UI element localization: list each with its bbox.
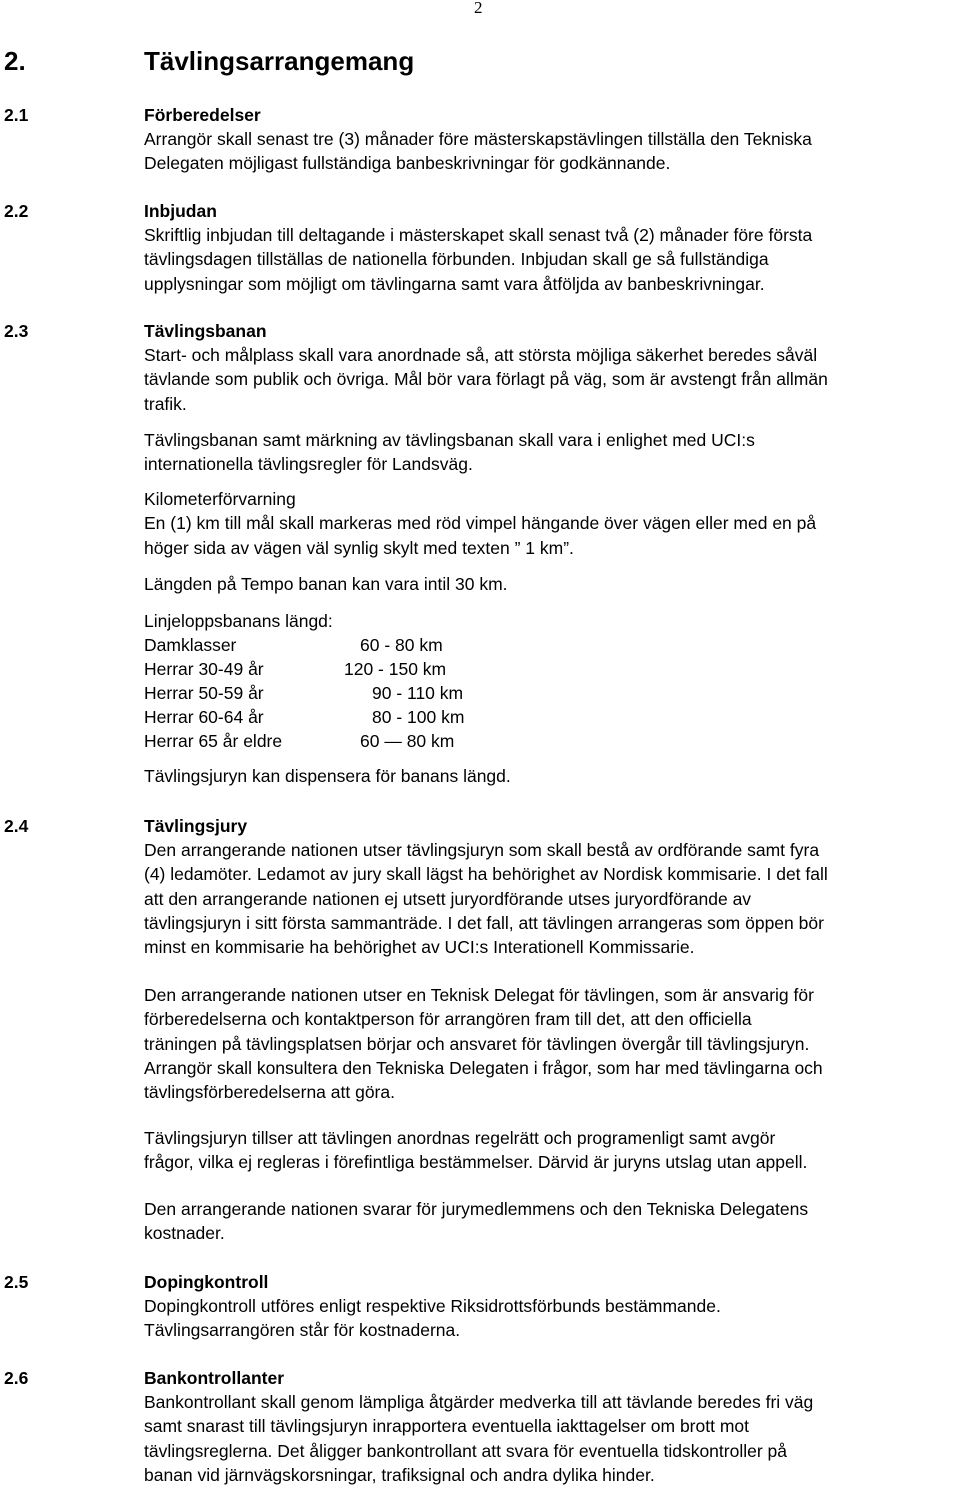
length-category: Herrar 30-49 år [144,659,264,679]
length-distance: 60 - 80 km [360,635,443,655]
section-number: 2.6 [4,1368,29,1388]
length-distance: 60 — 80 km [360,731,455,751]
length-distance: 80 - 100 km [372,707,465,727]
length-distance: 90 - 110 km [372,683,464,703]
length-distance: 120 - 150 km [344,659,447,679]
section-heading: Inbjudan [144,201,217,221]
length-category: Herrar 60-64 år [144,707,264,727]
title-text: Tävlingsarrangemang [144,46,415,76]
length-category: Herrar 65 år eldre [144,731,283,751]
section-number: 2.1 [4,105,29,125]
section-heading: Bankontrollanter [144,1368,285,1388]
page-number: 2 [474,0,483,17]
paragraph: Linjeloppsbanans längd: [144,611,333,631]
section-heading: Förberedelser [144,105,261,125]
paragraph: Tävlingsbanan samt märkning av tävlingsbanan skall vara i enlighet med UCI:s internationella tävlingsregler för Landsväg. [144,430,755,475]
paragraph: Arrangör skall senast tre (3) månader före mästerskapstävlingen tillställa den Tekniska Delegaten möjligast fullständiga banbeskrivningar för godkännande. [144,129,812,174]
section-number: 2.4 [4,816,29,836]
section-heading: Tävlingsjury [144,816,248,836]
length-category: Damklasser [144,635,237,655]
paragraph: Tävlingsjuryn tillser att tävlingen anordnas regelrätt och programenligt samt avgör frågor, vilka ej regleras i förefintliga bestämmelser. Därvid är juryns utslag utan appell. [144,1128,808,1173]
document-title [4,46,414,77]
length-category: Herrar 50-59 år [144,683,264,703]
paragraph: Skriftlig inbjudan till deltagande i mästerskapet skall senast två (2) månader före första tävlingsdagen tillställas de nationella förbunden. Inbjudan skall ge så fullständiga upplysningar som möjligt om tävlingarna samt vara åtföljda av banbeskrivningar. [144,225,813,294]
paragraph: Den arrangerande nationen utser en Teknisk Delegat för tävlingen, som är ansvarig för förberedelserna och kontaktperson för arrangören fram till det, att den officiella träningen på tävlingsplatsen börjar och ansvaret för tävlingen övergår till tävlingsjuryn. Arrangör skall konsultera den Tekniska Delegaten i frågor, som har med tävlingarna och tävlingsförberedelserna att göra. [144,985,823,1103]
paragraph: Kilometerförvarning En (1) km till mål skall markeras med röd vimpel hängande över vägen eller med en på höger sida av vägen väl synlig skylt med texten ” 1 km”. [144,489,817,558]
paragraph: Dopingkontroll utföres enligt respektive Riksidrottsförbunds bestämmande. Tävlingsarrangören står för kostnaderna. [144,1296,721,1341]
title-number: 2. [4,46,26,76]
paragraph: Den arrangerande nationen svarar för jurymedlemmens och den Tekniska Delegatens kostnader. [144,1199,809,1244]
paragraph: Den arrangerande nationen utser tävlingsjuryn som skall bestå av ordförande samt fyra (4) ledamöter. Ledamot av jury skall lägst ha behörighet av Nordisk kommisarie. I det fall att den arrangerande nationen ej utsett juryordförande utses juryordförande av tävlingsjuryn i sitt första sammanträde. I det fall, att tävlingen arrangeras som öppen bör minst en kommisarie ha behörighet av UCI:s Interationell Kommissarie. [144,840,828,958]
paragraph: Start- och målplass skall vara anordnade så, att största möjliga säkerhet beredes såväl tävlande som publik och övriga. Mål bör vara förlagt på väg, som är avstengt från allmän trafik. [144,345,828,414]
paragraph: Bankontrollant skall genom lämpliga åtgärder medverka till att tävlande beredes fri väg samt snarast till tävlingsjuryn inrapportera eventuella iakttagelser om brott mot tävlingsreglerna. Det åligger bankontrollant att svara för eventuella tidskontroller på banan vid järnvägskorsningar, trafiksignal och andra dylika hinder. [144,1392,814,1485]
paragraph: Tävlingsjuryn kan dispensera för banans längd. [144,766,511,786]
section-heading: Dopingkontroll [144,1272,269,1292]
section-number: 2.5 [4,1272,29,1292]
section-number: 2.3 [4,321,29,341]
section-number: 2.2 [4,201,29,221]
paragraph: Längden på Tempo banan kan vara intil 30 km. [144,574,508,594]
section-heading: Tävlingsbanan [144,321,267,341]
